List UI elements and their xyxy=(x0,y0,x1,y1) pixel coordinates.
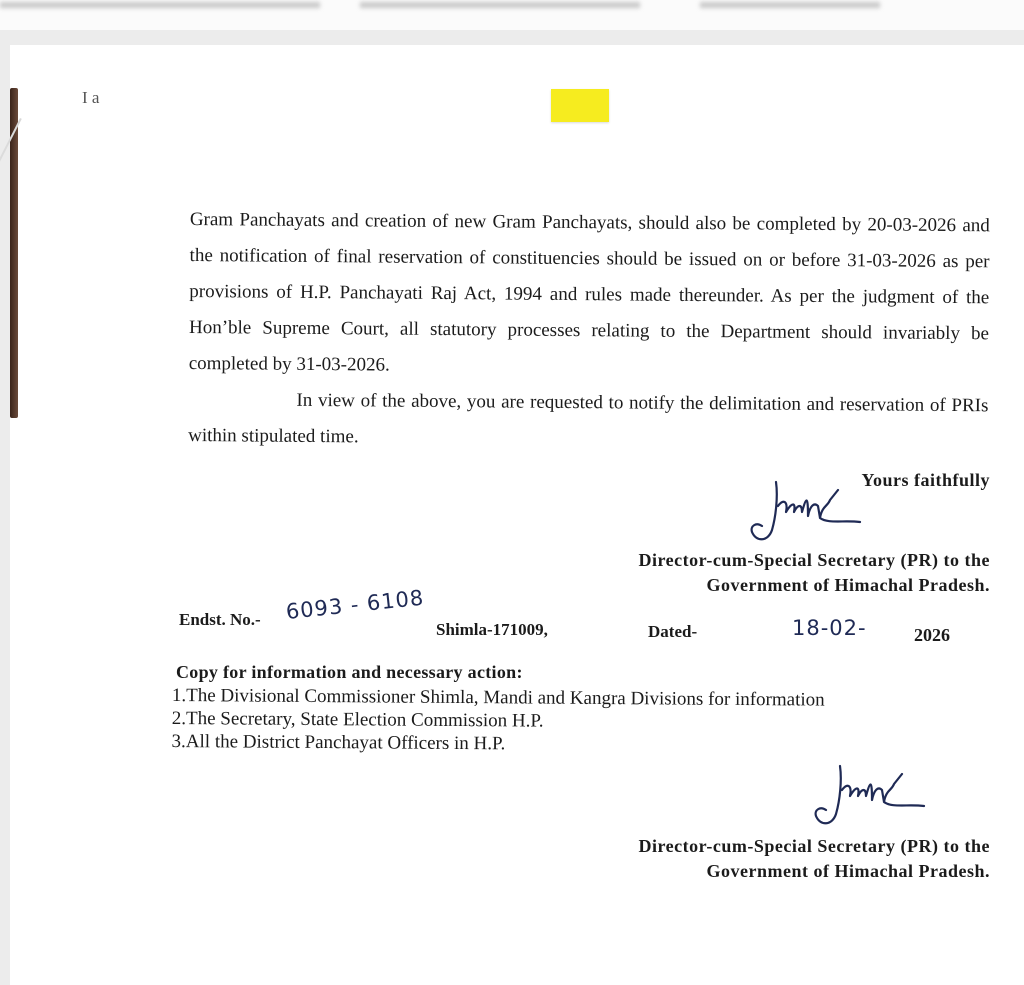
letter-body xyxy=(188,202,990,460)
sticky-note xyxy=(551,89,609,122)
blurred-text xyxy=(700,2,880,8)
designation-line: Government of Himachal Pradesh. xyxy=(706,861,990,881)
date-year: 2026 xyxy=(914,625,950,645)
page-mark: I a xyxy=(82,88,100,107)
handwritten-date: 18-02- xyxy=(792,616,867,640)
signature-image xyxy=(812,760,932,840)
closing-salutation: Yours faithfully xyxy=(861,470,990,490)
designation-line: Director-cum-Special Secretary (PR) to the xyxy=(638,550,990,570)
dated-label: Dated- xyxy=(648,622,698,641)
signatory-designation xyxy=(638,548,990,598)
list-item: 2.The Secretary, State Election Commission H.P. xyxy=(171,707,544,732)
designation-line: Government of Himachal Pradesh. xyxy=(706,575,990,595)
endorsement-label: Endst. No.- xyxy=(179,610,261,629)
blurred-text xyxy=(360,2,640,8)
list-item: 1.The Divisional Commissioner Shimla, Mandi and Kangra Divisions for information xyxy=(171,685,825,711)
blurred-text xyxy=(0,2,320,8)
copy-recipient-list xyxy=(172,684,825,758)
paragraph-1: Gram Panchayats and creation of new Gram Panchayats, should also be completed by 20-03-2026 and the notification of final reservation of constituencies should be issued on or before 31-03-2026 as per provisions of H.P. Panchayati Raj Act, 1994 and rules made thereunder. As per the judgment of the Hon’ble Supreme Court, all statutory processes relating to the Department should invariably be completed by 31-03-2026. xyxy=(188,208,990,376)
place: Shimla-171009, xyxy=(436,620,548,639)
list-item: 3.All the District Panchayat Officers in H.P. xyxy=(171,730,506,755)
copy-heading: Copy for information and necessary action: xyxy=(176,662,523,682)
endorsement-number: 6093 - 6108 xyxy=(284,585,426,624)
previous-page-strip xyxy=(0,0,1024,30)
signatory-designation xyxy=(638,834,990,884)
designation-line: Director-cum-Special Secretary (PR) to the xyxy=(638,836,990,856)
signature-image xyxy=(748,476,868,556)
paragraph-2: In view of the above, you are requested to notify the delimitation and reservation of PRIs within stipulated time. xyxy=(188,389,989,448)
